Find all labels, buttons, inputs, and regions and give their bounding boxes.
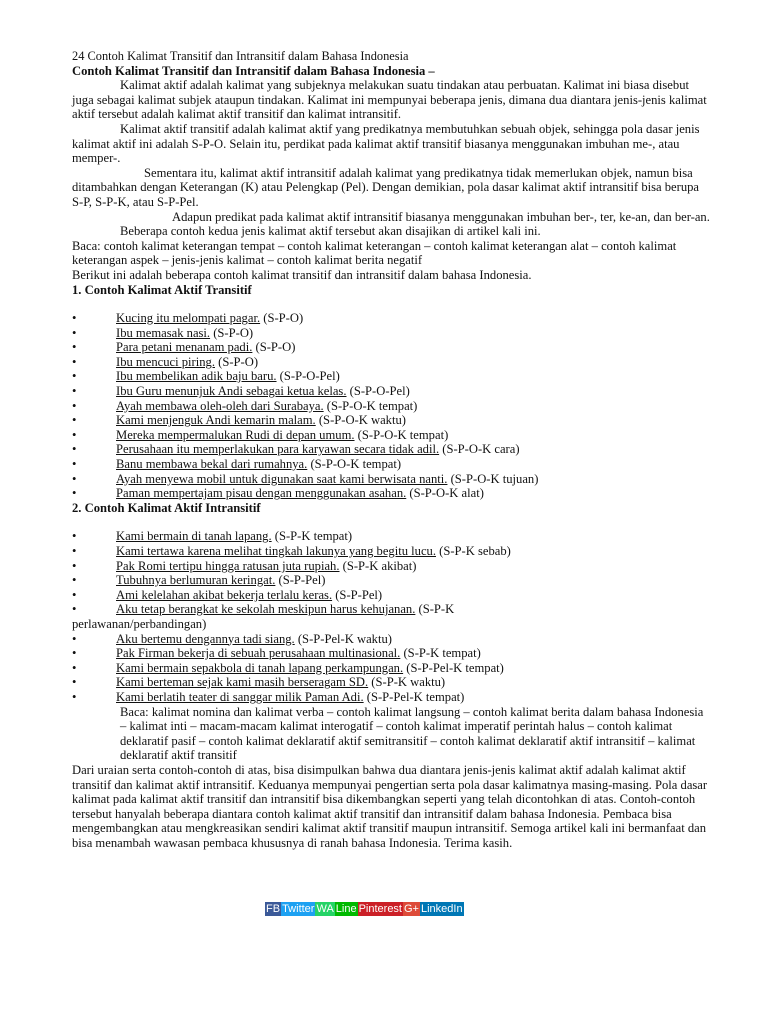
transitif-sentence: Ayah membawa oleh-oleh dari Surabaya. bbox=[116, 398, 324, 413]
share-line-button[interactable]: Line bbox=[335, 903, 357, 915]
transitif-sentence: Mereka mempermalukan Rudi di depan umum. bbox=[116, 427, 355, 442]
pattern-label: (S-P-O) bbox=[252, 340, 296, 355]
pattern-label: (S-P-O-Pel) bbox=[346, 384, 410, 399]
intransitif-item bbox=[72, 661, 712, 676]
intransitif-item bbox=[72, 690, 712, 705]
pattern-label: (S-P-O-K tempat) bbox=[307, 457, 402, 472]
intransitif-item bbox=[72, 559, 712, 574]
intransitif-item bbox=[72, 529, 712, 544]
pattern-label: (S-P-O-K waktu) bbox=[315, 413, 406, 428]
intransitif-sentence: Kami bermain sepakbola di tanah lapang perkampungan. bbox=[116, 660, 404, 675]
bullet-icon: • bbox=[72, 558, 77, 573]
transitif-sentence: Ibu membelikan adik baju baru. bbox=[116, 369, 277, 384]
intransitif-sentence: Kami berlatih teater di sanggar milik Paman Adi. bbox=[116, 689, 364, 704]
share-fb-button[interactable]: FB bbox=[266, 903, 281, 915]
bullet-icon: • bbox=[72, 544, 77, 558]
share-wa-button[interactable]: WA bbox=[316, 903, 334, 915]
transitif-sentence: Ibu mencuci piring. bbox=[116, 354, 215, 369]
section-heading-transitif: 1. Contoh Kalimat Aktif Transitif bbox=[72, 282, 252, 297]
transitif-sentence: Kami menjenguk Andi kemarin malam. bbox=[116, 413, 316, 428]
pattern-label: (S-P-Pel-K tempat) bbox=[363, 689, 465, 704]
share-pinterest-button[interactable]: Pinterest bbox=[358, 903, 402, 915]
pattern-label: (S-P-O-K tempat) bbox=[323, 398, 418, 413]
bullet-icon: • bbox=[72, 675, 77, 690]
intransitif-list bbox=[72, 529, 712, 704]
bullet-icon: • bbox=[72, 587, 77, 602]
pattern-label: (S-P-Pel-K waktu) bbox=[294, 631, 392, 646]
share-g-button[interactable]: G+ bbox=[404, 903, 419, 915]
intransitif-item bbox=[72, 646, 712, 661]
share-twitter-button[interactable]: Twitter bbox=[282, 903, 315, 915]
intransitif-sentence: Pak Romi tertipu hingga ratusan juta rupiah. bbox=[116, 558, 340, 573]
pattern-label: (S-P-O-K tempat) bbox=[354, 427, 449, 442]
transitif-item bbox=[72, 428, 712, 443]
pattern-label: (S-P-O) bbox=[210, 325, 254, 340]
intransitif-item bbox=[72, 632, 712, 647]
bullet-icon: • bbox=[72, 646, 77, 661]
transitif-item bbox=[72, 384, 712, 399]
bullet-icon: • bbox=[72, 398, 77, 413]
intransitif-sentence: Aku bertemu dengannya tadi siang. bbox=[116, 631, 295, 646]
bullet-icon: • bbox=[72, 689, 77, 704]
bullet-icon: • bbox=[72, 486, 77, 501]
bullet-icon: • bbox=[72, 660, 77, 675]
bullet-icon: • bbox=[72, 325, 77, 340]
transitif-list bbox=[72, 311, 712, 501]
intro-sentence: Berikut ini adalah beberapa contoh kalimat transitif dan intransitif dalam bahasa Indonesia. bbox=[72, 267, 532, 282]
transitif-item bbox=[72, 326, 712, 341]
transitif-item bbox=[72, 413, 712, 428]
transitif-sentence: Perusahaan itu memperlakukan para karyawan secara tidak adil. bbox=[116, 442, 440, 457]
pattern-label: (S-P-O-K tujuan) bbox=[447, 471, 539, 486]
pattern-label: (S-P-Pel) bbox=[275, 573, 326, 588]
intransitif-item bbox=[72, 544, 712, 559]
pattern-label: (S-P-K sebab) bbox=[435, 544, 511, 558]
intransitif-item bbox=[72, 573, 712, 588]
intransitif-sentence: Kami bermain di tanah lapang. bbox=[116, 529, 272, 544]
related-links-2[interactable]: Baca: kalimat nomina dan kalimat verba – contoh kalimat langsung – contoh kalimat berita dalam bahasa Indonesia – kalimat inti – macam-macam kalimat interogatif – contoh kalimat imperatif perintah halus – contoh kalimat deklaratif pasif – contoh kalimat deklaratif aktif semitransitif – contoh kalimat deklaratif aktif intransitif – kalimat deklaratif aktif transitif bbox=[120, 704, 704, 763]
bullet-icon: • bbox=[72, 369, 77, 384]
transitif-item bbox=[72, 355, 712, 370]
pattern-label: (S-P-O-K cara) bbox=[439, 442, 520, 457]
pattern-label: (S-P-K tempat) bbox=[400, 646, 481, 661]
transitif-item bbox=[72, 340, 712, 355]
transitif-sentence: Banu membawa bekal dari rumahnya. bbox=[116, 457, 308, 472]
share-linkedin-button[interactable]: LinkedIn bbox=[420, 903, 463, 915]
intransitif-sentence: Kami berteman sejak kami masih berseragam SD. bbox=[116, 675, 369, 690]
intransitif-sentence: Kami tertawa karena melihat tingkah lakunya yang begitu lucu. bbox=[116, 544, 436, 558]
bullet-icon: • bbox=[72, 529, 77, 544]
bullet-icon: • bbox=[72, 631, 77, 646]
article bbox=[72, 49, 712, 850]
bullet-icon: • bbox=[72, 311, 77, 326]
transitif-sentence: Kucing itu melompati pagar. bbox=[116, 311, 261, 326]
bullet-icon: • bbox=[72, 384, 77, 399]
pattern-label: (S-P-K waktu) bbox=[368, 675, 446, 690]
transitif-sentence: Para petani menanam padi. bbox=[116, 340, 253, 355]
bullet-icon: • bbox=[72, 354, 77, 369]
bullet-icon: • bbox=[72, 413, 77, 428]
pattern-label: (S-P-K bbox=[415, 602, 455, 617]
bullet-icon: • bbox=[72, 427, 77, 442]
related-links-1[interactable]: Baca: contoh kalimat keterangan tempat – contoh kalimat keterangan – contoh kalimat keterangan alat – contoh kalimat keterangan aspek – jenis-jenis kalimat – contoh kalimat berita negatif bbox=[72, 238, 677, 268]
intransitif-sentence: Ami kelelahan akibat bekerja terlalu keras. bbox=[116, 587, 333, 602]
page-title: 24 Contoh Kalimat Transitif dan Intransitif dalam Bahasa Indonesia bbox=[72, 49, 409, 63]
transitif-sentence: Ayah menyewa mobil untuk digunakan saat kami berwisata nanti. bbox=[116, 471, 448, 486]
pattern-label: (S-P-O-K alat) bbox=[406, 486, 484, 501]
intransitif-item bbox=[72, 675, 712, 690]
transitif-sentence: Ibu Guru menunjuk Andi sebagai ketua kelas. bbox=[116, 384, 347, 399]
intransitif-item bbox=[72, 588, 712, 603]
pattern-label: (S-P-O-Pel) bbox=[276, 369, 340, 384]
transitif-item bbox=[72, 311, 712, 326]
bullet-icon: • bbox=[72, 340, 77, 355]
transitif-sentence: Ibu memasak nasi. bbox=[116, 325, 211, 340]
intro-paragraph-4: Adapun predikat pada kalimat aktif intransitif biasanya menggunakan imbuhan ber-, ter, ke-an, dan ber-an. Beberapa contoh kedua jenis kalimat aktif tersebut akan disajikan di artikel kali ini. bbox=[120, 209, 710, 239]
intro-paragraph-3: Sementara itu, kalimat aktif intransitif adalah kalimat yang predikatnya tidak memerlukan objek, namun bisa ditambahkan dengan Keterangan (K) atau Pelengkap (Pel). Dengan demikian, pola dasar kalimat aktif intransitif bisa berupa S-P, S-P-K, atau S-P-Pel. bbox=[72, 165, 700, 209]
bullet-icon: • bbox=[72, 573, 77, 588]
bullet-icon: • bbox=[72, 457, 77, 472]
share-bar bbox=[265, 902, 464, 916]
transitif-item bbox=[72, 457, 712, 472]
pattern-label: (S-P-O) bbox=[214, 354, 259, 369]
pattern-label: (S-P-K tempat) bbox=[271, 529, 353, 544]
intransitif-sentence: Aku tetap berangkat ke sekolah meskipun harus kehujanan. bbox=[116, 602, 416, 617]
transitif-sentence: Paman mempertajam pisau dengan menggunakan asahan. bbox=[116, 486, 407, 501]
pattern-label: (S-P-K akibat) bbox=[339, 558, 417, 573]
transitif-item bbox=[72, 442, 712, 457]
transitif-item bbox=[72, 472, 712, 487]
bullet-icon: • bbox=[72, 471, 77, 486]
transitif-item bbox=[72, 486, 712, 501]
intransitif-sentence: Tubuhnya berlumuran keringat. bbox=[116, 573, 276, 588]
pattern-label: (S-P-Pel-K tempat) bbox=[403, 660, 504, 675]
article-heading: Contoh Kalimat Transitif dan Intransitif dalam Bahasa Indonesia – bbox=[72, 63, 435, 78]
pattern-label: (S-P-O) bbox=[260, 311, 304, 326]
conclusion-paragraph: Dari uraian serta contoh-contoh di atas, bisa disimpulkan bahwa dua diantara jenis-jenis kalimat aktif adalah kalimat aktif transitif dan kalimat aktif intransitif. Keduanya mempunyai pengertian serta pola dasar kalimatnya masing-masing. Pola dasar kalimat pada kalimat aktif transitif dan intransitif bisa dikembangkan seperti yang telah dicontohkan di atas. Contoh-contoh tersebut hanyalah beberapa diantara contoh kalimat aktif transitif dan intransitif dalam bahasa Indonesia. Pembaca bisa mengembangkan atau mengkreasikan sendiri kalimat aktif transitif maupun intransitif. Semoga artikel kali ini bermanfaat dan bisa menambah wawasan pembaca khususnya di ranah bahasa Indonesia. Terima kasih. bbox=[72, 762, 708, 850]
intro-paragraph-1: Kalimat aktif adalah kalimat yang subjeknya melakukan suatu tindakan atau perbuatan. Kalimat ini biasa disebut juga sebagai kalimat subjek ataupun tindakan. Kalimat ini mempunyai beberapa jenis, dimana dua diantara jenis-jenis kalimat aktif tersebut adalah kalimat aktif transitif dan kalimat intransitif. bbox=[72, 78, 707, 122]
section-heading-intransitif: 2. Contoh Kalimat Aktif Intransitif bbox=[72, 500, 261, 515]
intro-paragraph-2: Kalimat aktif transitif adalah kalimat aktif yang predikatnya membutuhkan sebuah objek, sehingga pola dasar jenis kalimat aktif ini adalah S-P-O. Selain itu, perdikat pada kalimat aktif transitif biasanya menggunakan imbuhan me-, atau memper-. bbox=[72, 121, 700, 166]
bullet-icon: • bbox=[72, 602, 77, 617]
intransitif-sentence: Pak Firman bekerja di sebuah perusahaan multinasional. bbox=[116, 646, 401, 661]
pattern-label-continued: perlawanan/perbandingan) bbox=[72, 616, 207, 631]
pattern-label: (S-P-Pel) bbox=[332, 587, 383, 602]
transitif-item bbox=[72, 399, 712, 414]
intransitif-item bbox=[72, 602, 712, 631]
transitif-item bbox=[72, 369, 712, 384]
bullet-icon: • bbox=[72, 442, 77, 457]
